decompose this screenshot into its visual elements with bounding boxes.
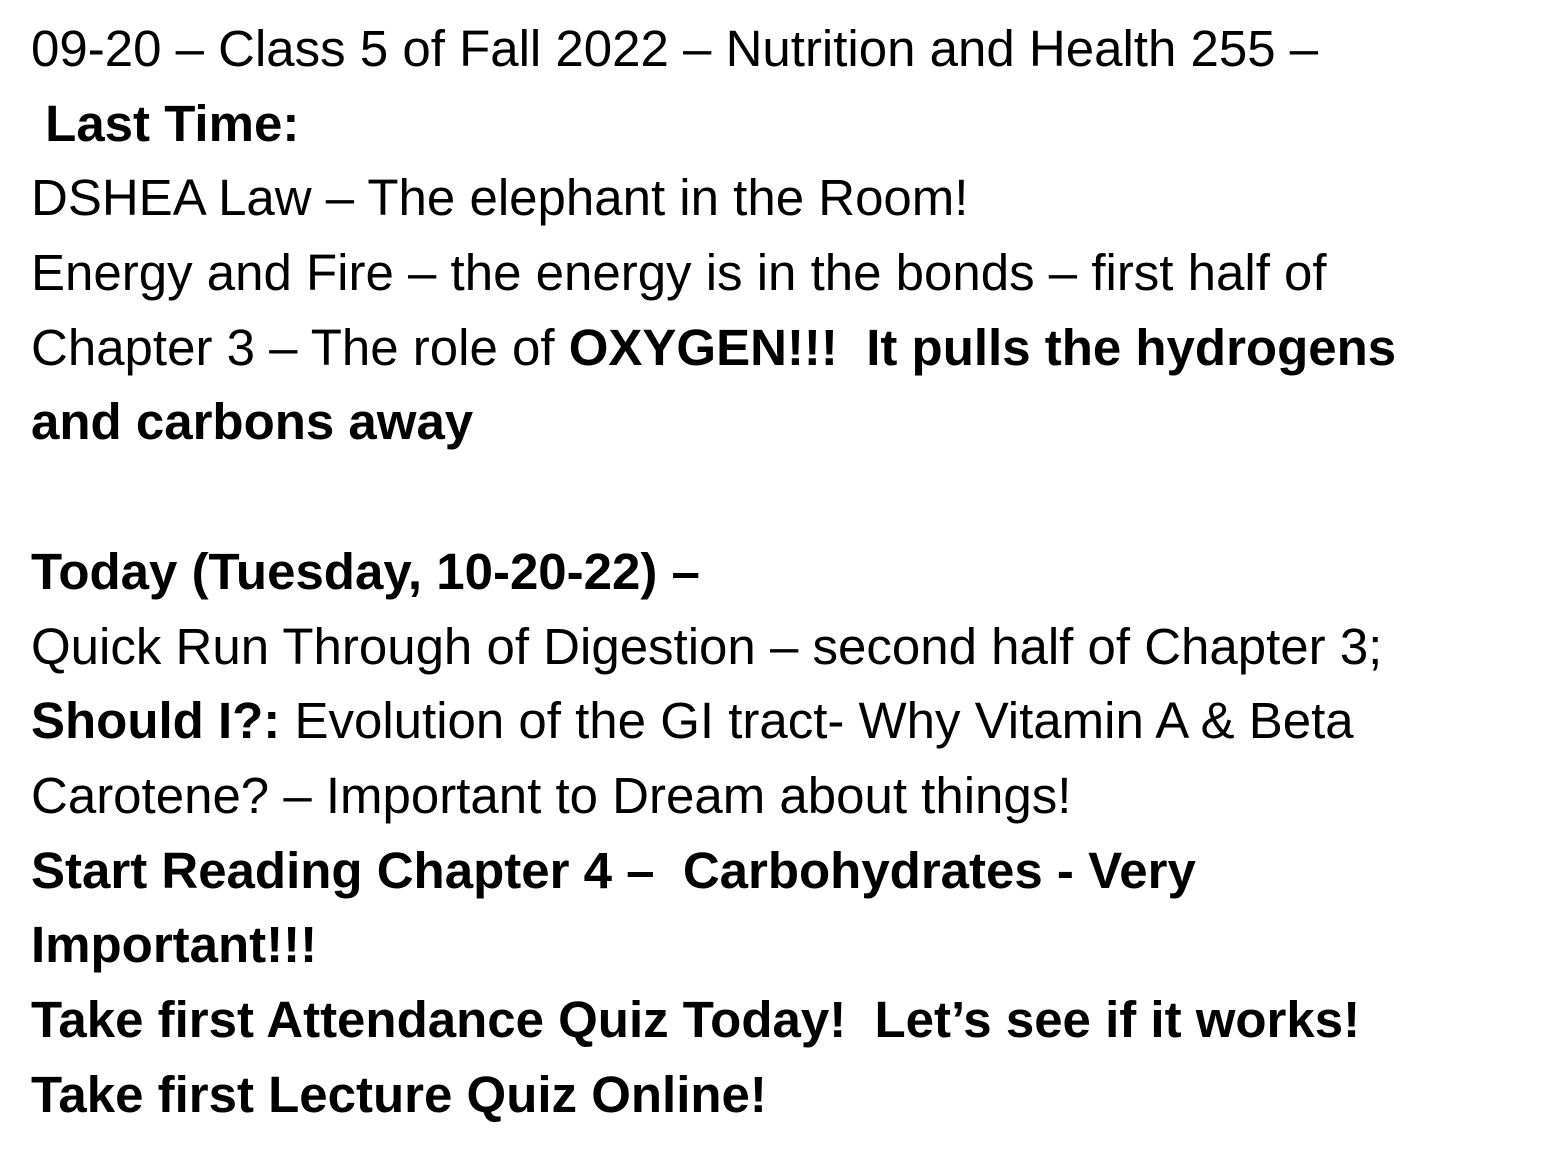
should-i-line	[31, 684, 1546, 759]
oxygen-line	[31, 311, 1546, 386]
reading-line: Start Reading Chapter 4 – Carbohydrates - Very	[31, 841, 1196, 899]
energy-line: Energy and Fire – the energy is in the bonds – first half of	[31, 244, 1327, 302]
dshea-line: DSHEA Law – The elephant in the Room!	[31, 169, 969, 227]
today-heading: Today (Tuesday, 10-20-22) –	[31, 542, 700, 600]
spacer	[31, 460, 1546, 535]
oxygen-line-lead: Chapter 3 – The role of	[31, 318, 569, 376]
attendance-quiz-line: Take first Attendance Quiz Today! Let’s see if it works!	[31, 990, 1361, 1048]
last-time-heading: Last Time:	[31, 94, 300, 152]
reading-line-continuation: Important!!!	[31, 916, 318, 974]
digestion-line: Quick Run Through of Digestion – second half of Chapter 3;	[31, 617, 1383, 675]
class-title: 09-20 – Class 5 of Fall 2022 – Nutrition and Health 255 –	[31, 20, 1319, 77]
lecture-quiz-line: Take first Lecture Quiz Online!	[31, 1065, 767, 1123]
oxygen-continuation: and carbons away	[31, 393, 474, 451]
oxygen-emphasis: OXYGEN!!! It pulls the hydrogens	[568, 318, 1397, 376]
should-i-label: Should I?:	[31, 692, 281, 750]
should-i-text: Evolution of the GI tract- Why Vitamin A & Beta	[280, 692, 1354, 750]
slide-body	[31, 12, 1546, 1132]
carotene-line: Carotene? – Important to Dream about things!	[31, 766, 1072, 824]
